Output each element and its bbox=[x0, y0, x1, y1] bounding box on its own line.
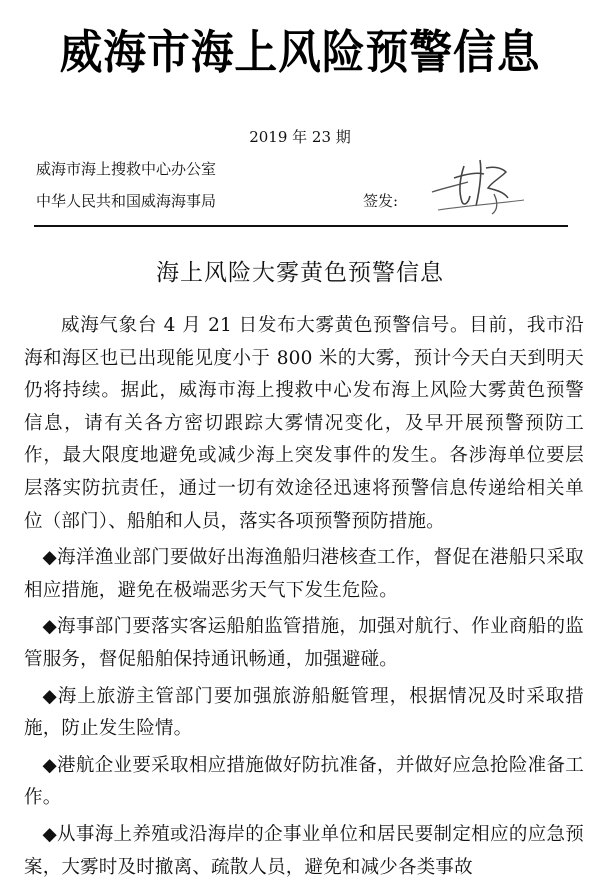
bullet-maritime: ◆海事部门要落实客运船舶监管措施，加强对航行、作业商船的监管服务，督促船舶保持通讯畅通，加强避碰。 bbox=[24, 616, 584, 670]
masthead-title: 威海市海上风险预警信息 bbox=[59, 25, 541, 79]
issuer-maritime-bureau: 中华人民共和国威海海事局 bbox=[36, 192, 217, 210]
header-divider bbox=[34, 225, 568, 227]
document-title: 海上风险大雾黄色预警信息 bbox=[156, 260, 444, 286]
document-body bbox=[24, 310, 584, 884]
bullet-tourism: ◆海上旅游主管部门要加强旅游船艇管理，根据情况及时采取措施，防止发生险情。 bbox=[24, 685, 584, 740]
issue-number: 2019 年 23 期 bbox=[249, 128, 351, 146]
handwritten-signature bbox=[424, 148, 534, 220]
issuer-rescue-center: 威海市海上搜救中心办公室 bbox=[36, 160, 217, 178]
bullet-fishery: ◆海洋渔业部门要做好出海渔船归港核查工作，督促在港船只采取相应措施，避免在极端恶劣天气下发生危险。 bbox=[24, 547, 584, 601]
sign-label: 签发: bbox=[363, 192, 399, 210]
bullet-aquaculture: ◆从事海上养殖或沿海岸的企事业单位和居民要制定相应的应急预案，大雾时及时撤离、疏散人员，避免和减少各类事故 bbox=[24, 823, 584, 878]
bullet-port-shipping: ◆港航企业要采取相应措施做好防抗准备，并做好应急抢险准备工作。 bbox=[24, 754, 584, 809]
intro-paragraph: 威海气象台 4 月 21 日发布大雾黄色预警信号。目前，我市沿海和海区也已出现能见度小于 800 米的大雾，预计今天白天到明天仍将持续。据此，威海市海上搜救中心发布海上风险大雾黄色预警信息，请有关各方密切跟踪大雾情况变化，及早开展预警预防工作，最大限度地避免或减少海上突发事件的发生。各涉海单位要层层落实防抗责任，通过一切有效途径迅速将预警信息传递给相关单位（部门）、船舶和人员，落实各项预警预防措施。 bbox=[24, 315, 584, 532]
